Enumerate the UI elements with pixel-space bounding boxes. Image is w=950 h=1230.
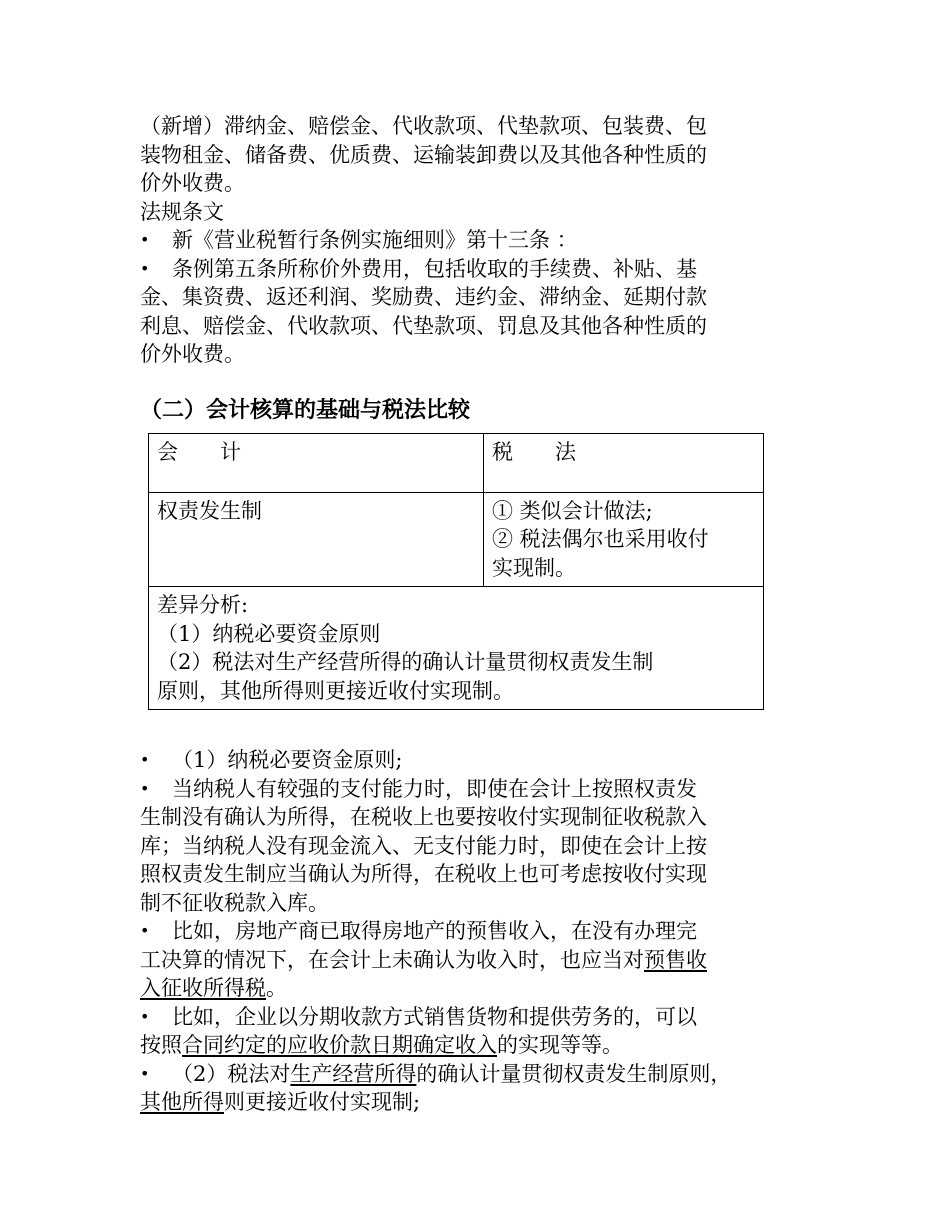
table-row <box>149 492 764 587</box>
point-line: 生制没有确认为所得，在税收上也要按收付实现制征收税款入 <box>140 805 707 829</box>
analysis-line: （1）纳税必要资金原则 <box>157 621 381 646</box>
point-3 <box>140 917 820 1003</box>
law-bullet-line: 金、集资费、返还利润、奖励费、违约金、滞纳金、延期付款 <box>140 285 707 309</box>
document-page <box>140 112 820 1117</box>
point-line: • 当纳税人有较强的支付能力时，即使在会计上按照权责发 <box>140 775 820 804</box>
analysis-line: 原则，其他所得则更接近收付实现制。 <box>157 678 514 703</box>
intro-paragraph <box>140 112 820 198</box>
point-line: 库；当纳税人没有现金流入、无支付能力时，即使在会计上按 <box>140 833 707 858</box>
analysis-line: （2）税法对生产经营所得的确认计量贯彻权责发生制 <box>157 650 654 674</box>
underlined-text: 生产经营所得 <box>290 1061 417 1086</box>
intro-line: （新增）滞纳金、赔偿金、代收款项、代垫款项、包装费、包 <box>140 114 707 138</box>
section-heading: （二）会计核算的基础与税法比较 <box>140 396 471 423</box>
table-analysis-row <box>149 587 764 710</box>
point-line: • 比如，房地产商已取得房地产的预售收入，在没有办理完 <box>140 917 820 946</box>
point-4 <box>140 1003 820 1060</box>
underlined-text: 其他所得 <box>140 1090 224 1114</box>
table-header-row <box>149 433 764 492</box>
point-line: • 比如，企业以分期收款方式销售货物和提供劳务的，可以 <box>140 1003 820 1032</box>
point-5 <box>140 1060 820 1117</box>
law-bullet-line: 价外收费。 <box>140 342 245 366</box>
cell-difference-analysis <box>149 587 764 710</box>
law-bullet-1: • 新《营业税暂行条例实施细则》第十三条 ： <box>140 226 820 255</box>
underlined-text: 入征收所得税 <box>140 976 266 1000</box>
section-label: 法规条文 <box>140 199 224 224</box>
header-accounting: 会 计 <box>149 433 484 492</box>
law-bullet-2 <box>140 255 820 369</box>
point-line: 按照合同约定的应收价款日期确定收入的实现等等。 <box>140 1033 623 1057</box>
point-line: 照权责发生制应当确认为所得，在税收上也可考虑按收付实现 <box>140 862 707 886</box>
cell-tax-approach <box>484 492 764 587</box>
law-bullet-line: 利息、赔偿金、代收款项、代垫款项、罚息及其他各种性质的 <box>140 313 707 338</box>
point-line: 入征收所得税。 <box>140 976 287 1000</box>
point-line: • （2）税法对生产经营所得的确认计量贯彻权责发生制原则， <box>140 1060 820 1089</box>
tax-approach-line: ② 税法偶尔也采用收付 <box>492 527 709 551</box>
intro-line: 装物租金、储备费、优质费、运输装卸费以及其他各种性质的 <box>140 142 707 167</box>
point-line: 其他所得则更接近收付实现制; <box>140 1090 421 1114</box>
underlined-text: 合同约定的应收价款日期确定收入 <box>182 1033 497 1057</box>
intro-line: 价外收费。 <box>140 171 245 195</box>
point-line: 制不征收税款入库。 <box>140 890 329 915</box>
underlined-text: 预售收 <box>644 947 707 972</box>
tax-approach-line: 实现制。 <box>492 555 576 580</box>
tax-approach-line: ① 类似会计做法; <box>492 498 653 523</box>
analysis-line: 差异分析: <box>157 593 249 617</box>
law-bullet-line: • 条例第五条所称价外费用，包括收取的手续费、补贴、基 <box>140 255 820 284</box>
cell-accrual-basis: 权责发生制 <box>149 492 484 587</box>
header-tax-law: 税 法 <box>484 433 764 492</box>
point-2 <box>140 775 820 918</box>
comparison-table <box>148 433 764 711</box>
point-1: • （1）纳税必要资金原则; <box>140 746 820 775</box>
point-line: 工决算的情况下，在会计上未确认为收入时，也应当对预售收 <box>140 947 707 972</box>
